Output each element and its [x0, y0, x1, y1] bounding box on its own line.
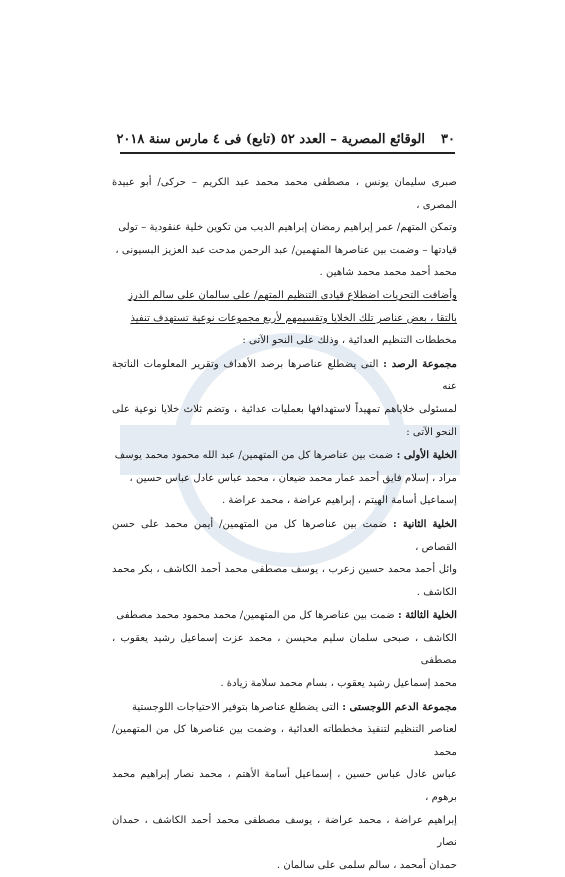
line: لمسئولى خلاياهم تمهيداً لاستهدافها بعمليات عدائية ، وتضم ثلاث خلايا نوعية على النحو الآتى : [112, 403, 457, 438]
line: محمد إسماعيل رشيد يعقوب ، بسام محمد سلامة زيادة . [220, 678, 457, 690]
line: محمد أحمد محمد محمد شاهين . [319, 267, 457, 279]
line: التى يضطلع عناصرها بتوفير الاحتياجات اللوجستية [131, 701, 339, 713]
line: وائل أحمد محمد حسين زعرب ، يوسف مصطفى محمد أحمد الكاشف ، بكر محمد الكاشف . [112, 564, 457, 598]
page-header [116, 128, 455, 152]
line: بالتقا ، بعض عناصر تلك الخلايا وتقسيمهم لأربع مجموعات نوعية تستهدف تنفيذ [130, 312, 457, 324]
paragraph-1 [112, 172, 457, 285]
paragraph-second-cell [112, 513, 457, 604]
section-label: مجموعة الدعم اللوجستى : [342, 700, 457, 713]
section-label: مجموعة الرصد : [383, 357, 457, 370]
gazette-title: الوقائع المصرية – العدد ٥٢ (تابع) فى ٤ مارس سنة ٢٠١٨ [116, 132, 425, 147]
paragraph-first-cell [112, 444, 457, 513]
line: مخططات التنظيم العدائية ، وذلك على النحو الآتى : [242, 335, 457, 347]
page-number: ٣٠ [441, 132, 455, 147]
header-rule [120, 152, 455, 154]
line: وتمكن المتهم/ عمر إبراهيم رمضان إبراهيم الديب من تكوين خلية عنقودية – تولى [118, 222, 457, 234]
line: ضمت بين عناصرها كل من المتهمين/ أيمن محمد على حسن القصاص ، [112, 518, 457, 553]
paragraph-monitoring-group [112, 353, 457, 444]
line: لعناصر التنظيم لتنفيذ مخططاته العدائية ، وضمت بين عناصرها كل من المتهمين/ محمد [112, 724, 457, 758]
line: عباس عادل عباس حسين ، إسماعيل أسامة الأهتم ، محمد نصار إبراهيم محمد برهوم ، [112, 769, 457, 804]
line: وأضافت التحريات اضطلاع قيادى التنظيم المتهم/ على سالمان على سالم الدرز [128, 289, 457, 301]
section-label: الخلية الثانية : [392, 517, 457, 530]
paragraph-logistics-group [112, 696, 457, 877]
section-label: الخلية الثالثة : [397, 609, 457, 622]
paragraph-third-cell [112, 604, 457, 695]
line: ضمت بين عناصرها كل من المتهمين/ عبد الله محمود محمد يوسف [114, 450, 394, 462]
document-body [112, 172, 457, 877]
line: إسماعيل أسامة الهيتم ، إبراهيم عراضة ، محمد عراضة . [221, 495, 457, 507]
section-label: الخلية الأولى : [396, 449, 457, 462]
line: صبرى سليمان يونس ، مصطفى محمد محمد عبد الكريم – حركى/ أبو عبيدة المصرى ، [112, 177, 457, 211]
line: ضمت بين عناصرها كل من المتهمين/ محمد محمود محمد مصطفى [116, 610, 395, 622]
line: إبراهيم عراضة ، محمد عراضة ، يوسف مصطفى محمد أحمد الكاشف ، حمدان نصار [112, 814, 457, 849]
paragraph-2 [112, 285, 457, 353]
line: التى يضطلع عناصرها برصد الأهداف وتقرير المعلومات الناتجة عنه [112, 358, 457, 393]
line: حمدان أمحمد ، سالم سلمى على سالمان . [276, 859, 457, 871]
line: الكاشف ، صبحى سلمان سليم محيسن ، محمد عزت إسماعيل رشيد يعقوب ، مصطفى [112, 632, 457, 667]
line: مراد ، إسلام فايق أحمد عمار محمد ضيعان ، محمد عباس عادل عباس حسين ، [129, 472, 457, 484]
line: قيادتها – وضمت بين عناصرها المتهمين/ عبد الرحمن مدحت عبد العزيز البسيونى ، [115, 244, 457, 256]
